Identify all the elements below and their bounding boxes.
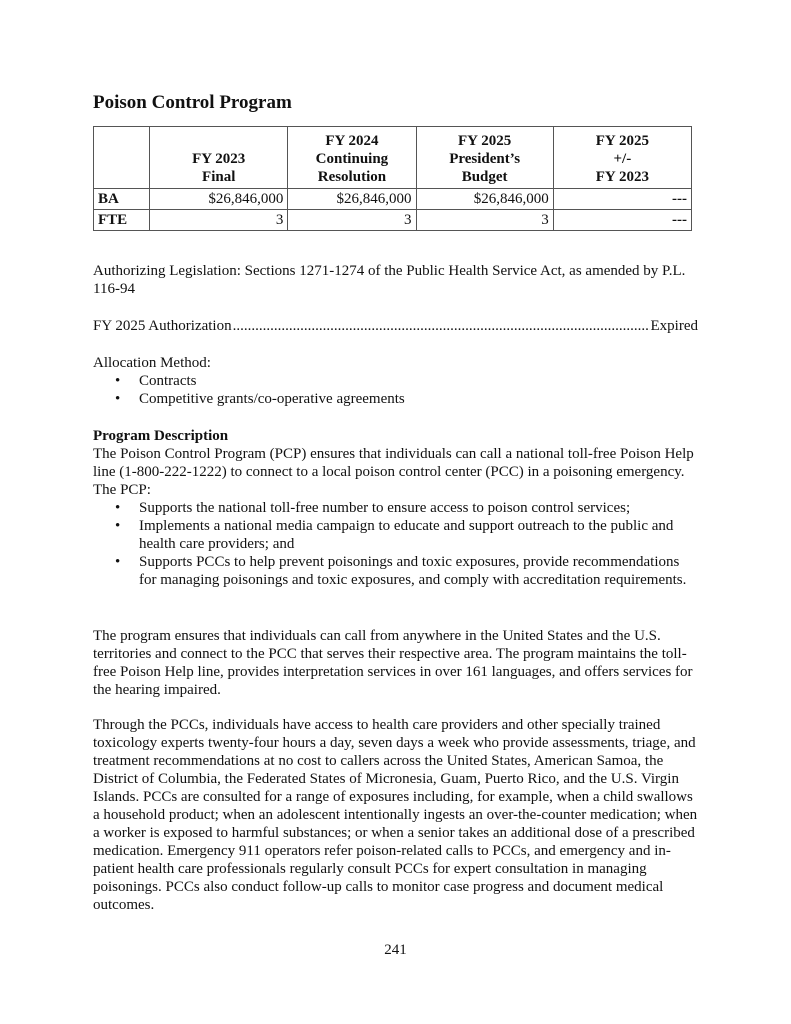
paragraph-2: The program ensures that individuals can call from anywhere in the United States and the U.S. territories and connect to the PCC that serves their respective area. The program maintains the toll-free Poison Help line, provides interpretation services in over 161 languages, and offers services for the hearing impaired. bbox=[93, 628, 693, 698]
cell-change: --- bbox=[553, 210, 691, 231]
table-header-fy2025-pb: FY 2025 President’s Budget bbox=[416, 127, 553, 189]
authorization-value: Expired bbox=[650, 318, 698, 334]
program-description bbox=[93, 427, 698, 589]
dot-leader bbox=[233, 317, 650, 335]
authorization-label: FY 2025 Authorization bbox=[93, 318, 232, 334]
allocation-heading: Allocation Method: bbox=[93, 355, 211, 371]
bullet-icon: • bbox=[115, 518, 121, 534]
table-row-fte bbox=[94, 210, 692, 231]
allocation-method bbox=[93, 354, 698, 408]
cell-fy2023-final: $26,846,000 bbox=[150, 189, 288, 210]
pcp-list bbox=[93, 499, 698, 589]
budget-table bbox=[93, 126, 692, 231]
cell-fy2023-final: 3 bbox=[150, 210, 288, 231]
bullet-icon: • bbox=[115, 391, 121, 407]
cell-fy2025-pb: 3 bbox=[416, 210, 553, 231]
list-item: • Competitive grants/co-operative agreements bbox=[115, 391, 405, 407]
bullet-icon: • bbox=[115, 554, 121, 570]
table-header-fy2023-final: FY 2023 Final bbox=[150, 127, 288, 189]
allocation-list bbox=[93, 372, 698, 408]
page-title: Poison Control Program bbox=[93, 92, 292, 113]
cell-fy2025-pb: $26,846,000 bbox=[416, 189, 553, 210]
table-header-row bbox=[94, 127, 692, 189]
list-item: • Implements a national media campaign to educate and support outreach to the public and health care providers; and bbox=[115, 518, 674, 552]
program-description-heading: Program Description bbox=[93, 428, 229, 444]
cell-change: --- bbox=[553, 189, 691, 210]
table-header-fy2024-cr: FY 2024 Continuing Resolution bbox=[288, 127, 416, 189]
bullet-icon: • bbox=[115, 500, 121, 516]
authorization-line bbox=[93, 317, 698, 335]
program-description-intro: The Poison Control Program (PCP) ensures that individuals can call a national toll-free Poison Help line (1-800-222-1222) to connect to a local poison control center (PCC) in a poisoning emergency. The PCP: bbox=[93, 446, 694, 498]
cell-fy2024-cr: 3 bbox=[288, 210, 416, 231]
list-item: • Supports PCCs to help prevent poisonings and toxic exposures, provide recommendations for managing poisonings and toxic exposures, and comply with accreditation requirements. bbox=[115, 554, 687, 588]
table-header-blank bbox=[94, 127, 150, 189]
table-row-ba bbox=[94, 189, 692, 210]
list-item: • Contracts bbox=[115, 373, 197, 389]
list-item: • Supports the national toll-free number to ensure access to poison control services; bbox=[115, 500, 631, 516]
authorizing-legislation: Authorizing Legislation: Sections 1271-1274 of the Public Health Service Act, as amended by P.L. 116-94 bbox=[93, 263, 686, 297]
row-label: FTE bbox=[94, 210, 150, 231]
bullet-icon: • bbox=[115, 373, 121, 389]
table-header-fy2025-change: FY 2025 +/- FY 2023 bbox=[553, 127, 691, 189]
cell-fy2024-cr: $26,846,000 bbox=[288, 189, 416, 210]
paragraph-3: Through the PCCs, individuals have access to health care providers and other specially trained toxicology experts twenty-four hours a day, seven days a week who provide assessments, triage, and treatment recommendations at no cost to callers across the United States, American Samoa, the District of Columbia, the Federated States of Micronesia, Guam, Puerto Rico, and the U.S. Virgin Islands. PCCs are consulted for a range of exposures including, for example, when a child swallows a household product; when an adolescent intentionally ingests an over-the-counter medication; when a worker is exposed to harmful substances; or when a senior takes an additional dose of a prescribed medication. Emergency 911 operators refer poison-related calls to PCCs, and emergency and in-patient health care professionals regularly consult PCCs for expert consultation in managing poisonings. PCCs also conduct follow-up calls to monitor case progress and document medical outcomes. bbox=[93, 717, 698, 913]
page-number: 241 bbox=[384, 942, 407, 958]
row-label: BA bbox=[94, 189, 150, 210]
